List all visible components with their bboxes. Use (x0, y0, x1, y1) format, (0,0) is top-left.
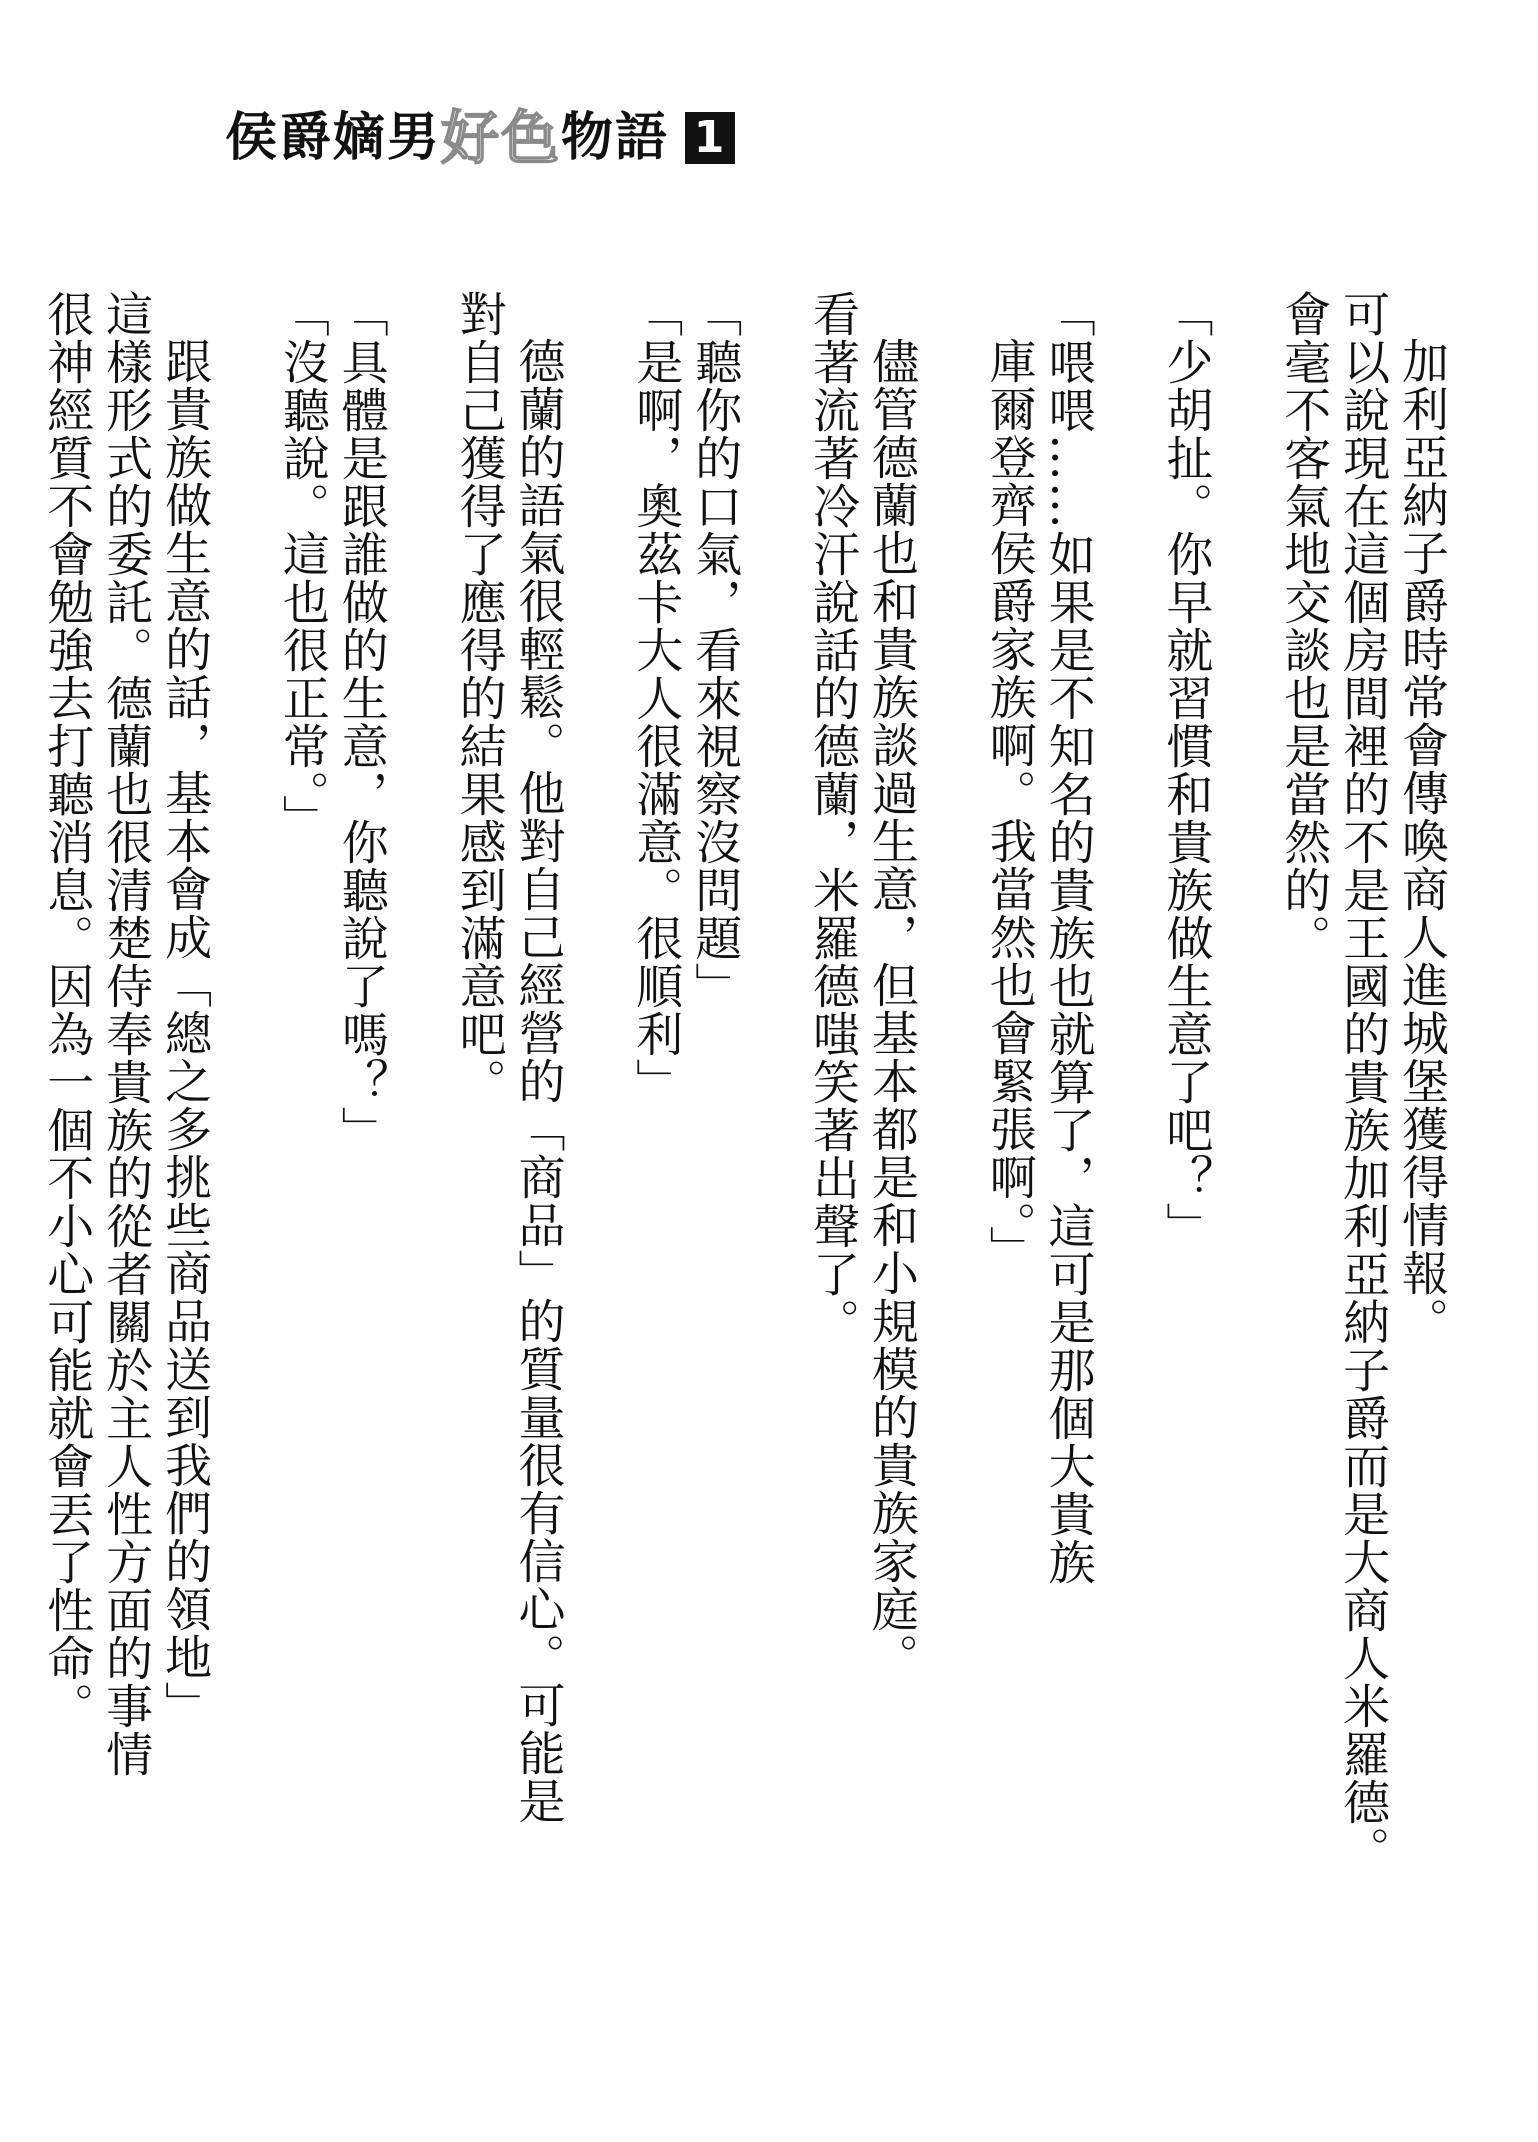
text-line: 會毫不客氣地交談也是當然的。 (1276, 290, 1332, 962)
paragraph-gap (0, 290, 36, 2010)
text-line: 看著流著冷汗說話的德蘭，米羅德嗤笑著出聲了。 (804, 290, 860, 1346)
dialogue-line: 「具體是跟誰做的生意，你聽說了嗎？」 (333, 290, 389, 1154)
paragraph-gap (1214, 290, 1273, 2010)
title-part-3: 物語 (561, 107, 670, 168)
vertical-body-text (39, 290, 1450, 2010)
paragraph-gap (920, 290, 979, 2010)
dialogue-line: 「是啊，奧茲卡大人很滿意。很順利」 (628, 290, 684, 1106)
paragraph-gap (213, 290, 272, 2010)
paragraph-gap (743, 290, 802, 2010)
text-line: 可以說現在這個房間裡的不是王國的貴族加利亞納子爵而是大商人米羅德。 (1335, 290, 1391, 1874)
paragraph-gap (1097, 290, 1156, 2010)
dialogue-line: 「喂喂……如果是不知名的貴族也就算了，這可是那個大貴族 (1040, 290, 1096, 1586)
text-line: 加利亞納子爵時常會傳喚商人進城堡獲得情報。 (1394, 337, 1449, 1345)
text-line: 跟貴族做生意的話，基本會成「總之多挑些商品送到我們的領地」 (157, 337, 213, 1729)
paragraph-gap (566, 290, 625, 2010)
title-part-2-outlined: 好色 (441, 104, 562, 172)
book-title-header (225, 104, 735, 172)
title-part-1: 侯爵嫡男 (225, 107, 442, 168)
text-line: 這樣形式的委託。德蘭也很清楚侍奉貴族的從者關於主人性方面的事情 (98, 290, 154, 1778)
dialogue-line: 「少胡扯。你早就習慣和貴族做生意了吧？」 (1158, 290, 1214, 1250)
dialogue-line: 庫爾登齊侯爵家族啊。我當然也會緊張啊。」 (981, 337, 1037, 1274)
text-line: 德蘭的語氣很輕鬆。他對自己經營的「商品」的質量很有信心。可能是 (510, 337, 566, 1825)
paragraph-gap (390, 290, 449, 2010)
text-line: 儘管德蘭也和貴族談過生意，但基本都是和小規模的貴族家庭。 (863, 337, 919, 1681)
text-line: 對自己獲得了應得的結果感到滿意吧。 (451, 290, 507, 1106)
text-line: 很神經質不會勉強去打聽消息。因為一個不小心可能就會丟了性命。 (39, 290, 95, 1730)
dialogue-line: 「聽你的口氣，看來視察沒問題」 (687, 290, 743, 1010)
volume-badge: 1 (685, 112, 735, 164)
dialogue-line: 「沒聽說。這也很正常。」 (274, 290, 330, 843)
